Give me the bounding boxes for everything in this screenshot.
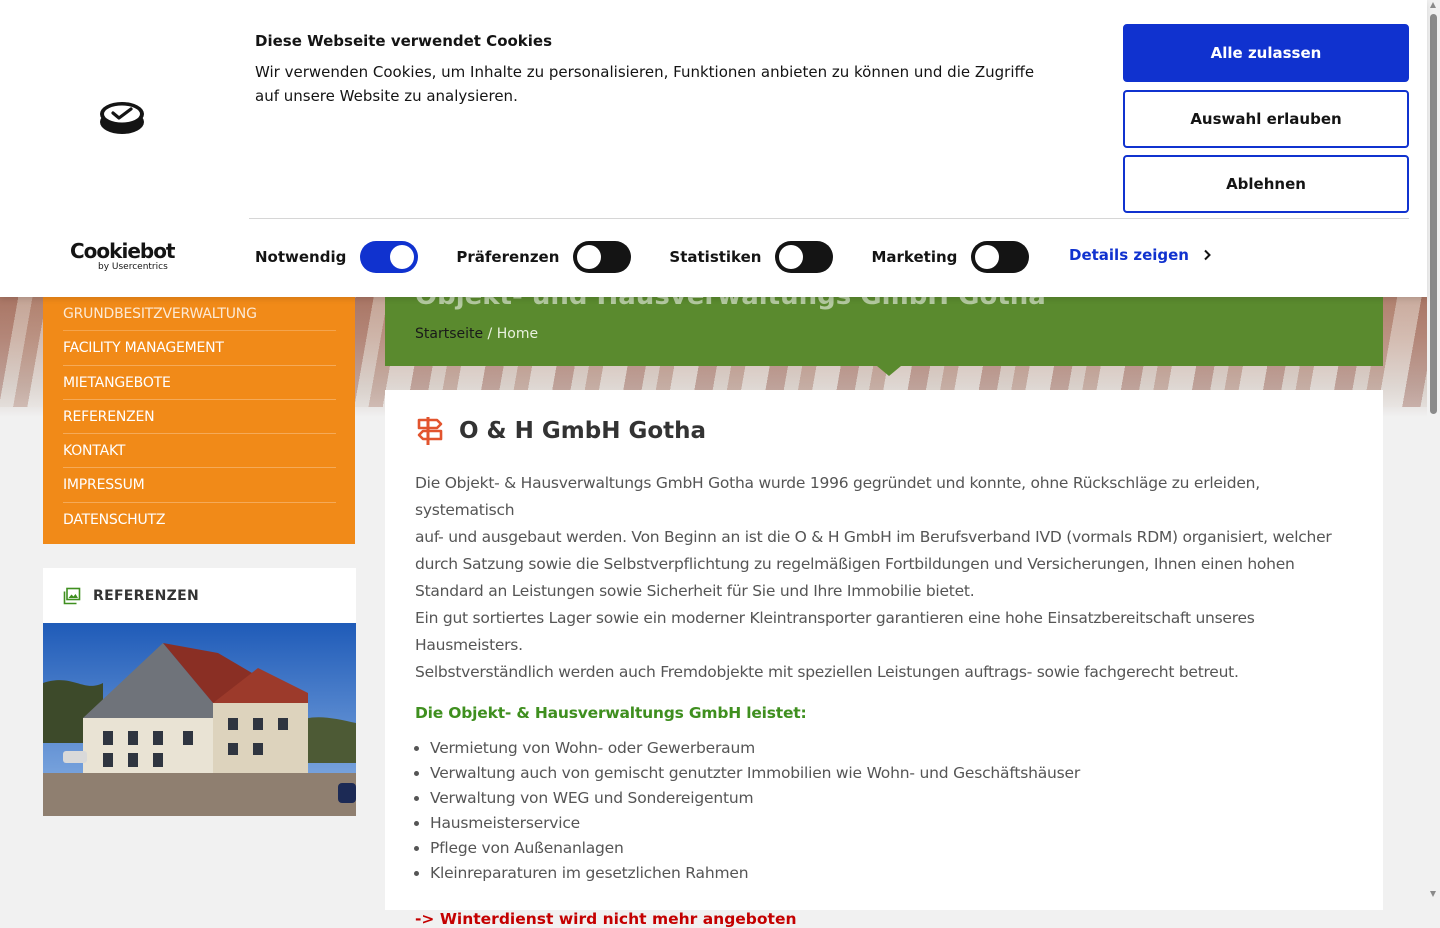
cookie-banner-text: Wir verwenden Cookies, um Inhalte zu personalisieren, Funktionen anbieten zu können und die Zugriffe auf unsere Website zu analysieren.: [255, 63, 1035, 105]
toggle-statistics[interactable]: [775, 241, 833, 273]
list-item: • Verwaltung von WEG und Sondereigentum: [430, 786, 1353, 811]
intro-line: Standard an Leistungen sowie Sicherheit für Sie und Ihre Immobilie bietet.: [415, 582, 975, 600]
references-widget: [43, 568, 356, 816]
intro-paragraph: [415, 470, 1353, 686]
sidebar-item-mietangebote[interactable]: MIETANGEBOTE: [63, 366, 336, 400]
page-scrollbar[interactable]: [1427, 0, 1440, 900]
winter-service-notice: -> Winterdienst wird nicht mehr angeboten: [415, 910, 797, 928]
page-title: O & H GmbH Gotha: [459, 418, 707, 444]
intro-line: Hausmeisters.: [415, 636, 523, 654]
list-item: • Pflege von Außenanlagen: [430, 836, 1353, 861]
toggle-knob: [390, 245, 414, 269]
cookiebot-logo: [70, 240, 174, 272]
scroll-up-arrow-icon[interactable]: [1430, 2, 1436, 8]
intro-line: durch Satzung sowie die Selbstverpflichtung zu regelmäßigen Fortbildungen und Versicherungen, Ihnen einen hohen: [415, 555, 1295, 573]
cookie-check-logo-icon: [98, 100, 146, 136]
cookiebot-logo-name: Cookiebot: [70, 239, 175, 263]
cookie-banner-divider: [249, 218, 1409, 219]
allow-all-button[interactable]: Alle zulassen: [1123, 24, 1409, 82]
breadcrumb: [415, 326, 538, 342]
gallery-icon: [63, 587, 81, 605]
toggle-knob: [577, 245, 601, 269]
sidebar-item-referenzen[interactable]: REFERENZEN: [63, 400, 336, 434]
toggle-label: Statistiken: [669, 248, 762, 266]
toggle-marketing[interactable]: [971, 241, 1029, 273]
list-item: • Hausmeisterservice: [430, 811, 1353, 836]
toggle-group-statistiken: [669, 241, 833, 273]
cookie-consent-banner: [0, 0, 1427, 297]
sidebar-item-impressum[interactable]: IMPRESSUM: [63, 468, 336, 502]
intro-line: Ein gut sortiertes Lager sowie ein moderner Kleintransporter garantieren eine hohe Einsatzbereitschaft unseres: [415, 609, 1255, 627]
list-item: • Kleinreparaturen im gesetzlichen Rahmen: [430, 861, 1353, 886]
sidebar-item-datenschutz[interactable]: DATENSCHUTZ: [63, 511, 166, 528]
toggle-group-notwendig: [255, 241, 418, 273]
page-hero-banner: [385, 297, 1383, 366]
toggle-label: Marketing: [871, 248, 958, 266]
main-content: [385, 390, 1383, 928]
cookiebot-logo-sub: by Usercentrics: [98, 262, 168, 272]
breadcrumb-separator: /: [483, 326, 497, 342]
toggle-preferences[interactable]: [573, 241, 631, 273]
hero-notch: [877, 366, 901, 376]
content-heading: [415, 414, 1353, 448]
scrollbar-thumb[interactable]: [1430, 14, 1437, 414]
sidebar-navigation: [43, 297, 355, 544]
show-details-label: Details zeigen: [1069, 246, 1189, 264]
intro-line: auf- und ausgebaut werden. Von Beginn an ist die O & H GmbH im Berufsverband IVD (vormals RDM) organisiert, welcher: [415, 528, 1332, 546]
sidebar-item-kontakt[interactable]: KONTAKT: [63, 434, 336, 468]
intro-line: Selbstverständlich werden auch Fremdobjekte mit speziellen Leistungen auftrags- sowie fachgerecht betreut.: [415, 663, 1239, 681]
cookie-category-toggles: [255, 240, 1067, 274]
deny-button[interactable]: Ablehnen: [1123, 155, 1409, 213]
toggle-knob: [779, 245, 803, 269]
breadcrumb-current: Home: [496, 326, 539, 342]
toggle-knob: [975, 245, 999, 269]
services-heading: Die Objekt- & Hausverwaltungs GmbH leistet:: [415, 704, 807, 722]
scroll-down-arrow-icon[interactable]: [1430, 891, 1436, 897]
references-title: REFERENZEN: [93, 587, 199, 604]
allow-selection-button[interactable]: Auswahl erlauben: [1123, 90, 1409, 148]
chevron-right-icon: [1203, 249, 1211, 261]
show-details-link[interactable]: [1069, 246, 1211, 264]
signpost-icon: [415, 415, 445, 447]
sidebar-item-facility-management[interactable]: FACILITY MANAGEMENT: [63, 331, 336, 365]
cookie-banner-title: Diese Webseite verwendet Cookies: [255, 32, 553, 50]
list-item: • Vermietung von Wohn- oder Gewerberaum: [430, 736, 1353, 761]
toggle-group-marketing: [871, 241, 1029, 273]
toggle-necessary[interactable]: [360, 241, 418, 273]
toggle-label: Präferenzen: [456, 248, 560, 266]
list-item: • Verwaltung auch von gemischt genutzter Immobilien wie Wohn- und Geschäftshäuser: [430, 761, 1353, 786]
references-header: [43, 568, 356, 623]
toggle-label: Notwendig: [255, 248, 347, 266]
intro-line: Die Objekt- & Hausverwaltungs GmbH Gotha wurde 1996 gegründet und konnte, ohne Rückschläge zu erleiden, systematisch: [415, 474, 1260, 519]
sidebar-item-grundbesitzverwaltung[interactable]: GRUNDBESITZVERWALTUNG: [63, 297, 336, 331]
toggle-group-praeferenzen: [456, 241, 631, 273]
services-list: [415, 736, 1353, 886]
reference-building-image[interactable]: [43, 623, 356, 816]
breadcrumb-home-link[interactable]: Startseite: [415, 326, 484, 342]
